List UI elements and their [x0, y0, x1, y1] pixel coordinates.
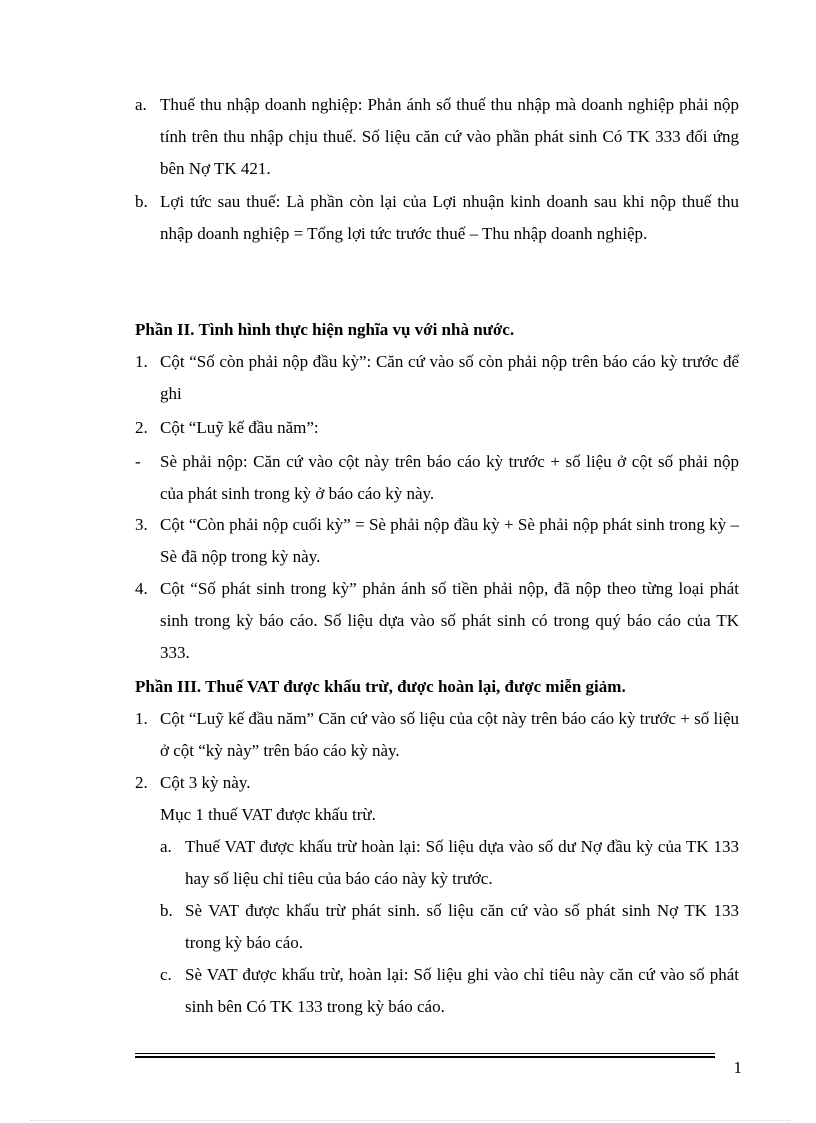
- subheading: [135, 799, 739, 831]
- list-marker: 1.: [135, 709, 148, 728]
- list-marker: c.: [160, 965, 172, 984]
- list-item: [135, 412, 739, 444]
- list-item-text: Lợi tức sau thuế: Là phần còn lại của Lợi nhuận kinh doanh sau khi nộp thuế thu nhập doanh nghiệp = Tổng lợi tức trước thuế – Thu nhập doanh nghiệp.: [160, 192, 739, 243]
- list-item-text: Cột “Còn phải nộp cuối kỳ” = Sè phải nộp đầu kỳ + Sè phải nộp phát sinh trong kỳ – Sè đã nộp trong kỳ này.: [160, 515, 739, 566]
- list-item: [135, 89, 739, 185]
- page-edge-divider: [30, 1120, 790, 1121]
- list-item-text: Cột “Số còn phải nộp đầu kỳ”: Căn cứ vào số còn phải nộp trên báo cáo kỳ trước để ghi: [160, 352, 739, 403]
- list-item: [135, 573, 739, 669]
- list-item: [135, 446, 739, 510]
- list-item-text: Cột “Luỹ kế đầu năm”:: [160, 418, 319, 437]
- list-item-text: Sè VAT được khấu trừ phát sinh. số liệu căn cứ vào số phát sinh Nợ TK 133 trong kỳ báo cáo.: [185, 901, 739, 952]
- section-heading: Phần II. Tình hình thực hiện nghĩa vụ với nhà nước.: [135, 320, 515, 339]
- list-marker: -: [135, 452, 141, 471]
- list-marker: 2.: [135, 773, 148, 792]
- list-item-text: Thuế VAT được khấu trừ hoàn lại: Số liệu dựa vào số dư Nợ đầu kỳ của TK 133 hay số liệu chỉ tiêu của báo cáo này kỳ trước.: [185, 837, 739, 888]
- list-item-text: Cột “Luỹ kế đầu năm” Căn cứ vào số liệu của cột này trên báo cáo kỳ trước + số liệu ở cột “kỳ này” trên báo cáo kỳ này.: [160, 709, 739, 760]
- list-marker: b.: [160, 901, 173, 920]
- list-item: [135, 509, 739, 573]
- list-item-text: Thuế thu nhập doanh nghiệp: Phản ánh số thuế thu nhập mà doanh nghiệp phải nộp tính trên thu nhập chịu thuế. Số liệu căn cứ vào phần phát sinh Có TK 333 đối ứng bên Nợ TK 421.: [160, 95, 739, 178]
- list-marker: b.: [135, 192, 148, 211]
- section-heading: Phần III. Thuế VAT được khấu trừ, được hoàn lại, được miễn giảm.: [135, 677, 626, 696]
- subheading-text: Mục 1 thuế VAT được khấu trừ.: [160, 805, 376, 824]
- list-marker: a.: [160, 837, 172, 856]
- footer-rule: [135, 1056, 715, 1058]
- list-marker: 3.: [135, 515, 148, 534]
- page-number: 1: [733, 1058, 742, 1077]
- list-item: [135, 186, 739, 250]
- list-item-text: Cột “Số phát sinh trong kỳ” phản ánh số tiền phải nộp, đã nộp theo từng loại phát sinh trong kỳ báo cáo. Số liệu dựa vào số phát sinh có trong quý báo cáo của TK 333.: [160, 579, 739, 662]
- sub-list-item: [135, 895, 739, 959]
- list-item: [135, 346, 739, 410]
- list-item-text: Sè phải nộp: Căn cứ vào cột này trên báo cáo kỳ trước + số liệu ở cột số phải nộp của phát sinh trong kỳ ở báo cáo kỳ này.: [160, 452, 739, 503]
- list-item: [135, 767, 739, 799]
- sub-list-item: [135, 831, 739, 895]
- list-item-text: Sè VAT được khấu trừ, hoàn lại: Số liệu ghi vào chỉ tiêu này căn cứ vào số phát sinh bên Có TK 133 trong kỳ báo cáo.: [185, 965, 739, 1016]
- list-item-text: Cột 3 kỳ này.: [160, 773, 251, 792]
- sub-list-item: [135, 959, 739, 1023]
- list-marker: 4.: [135, 579, 148, 598]
- list-marker: 2.: [135, 418, 148, 437]
- list-marker: a.: [135, 95, 147, 114]
- list-item: [135, 703, 739, 767]
- footer-rule: [135, 1053, 715, 1054]
- list-marker: 1.: [135, 352, 148, 371]
